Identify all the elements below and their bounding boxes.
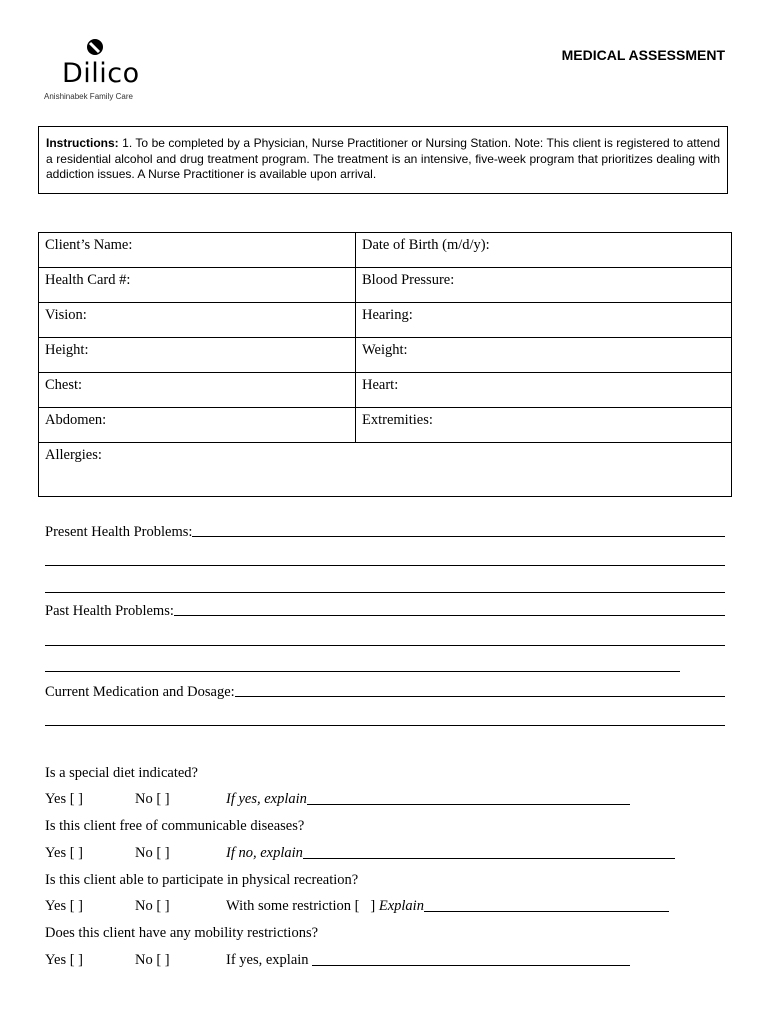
special-diet-explain-label: If yes, explain: [226, 791, 307, 807]
mobility-no-checkbox[interactable]: No [ ]: [135, 952, 170, 968]
past-health-problems-line-3[interactable]: [45, 671, 680, 672]
current-medication-line[interactable]: [235, 695, 725, 697]
recreation-restriction-checkbox[interactable]: With some restriction [ ]: [226, 898, 379, 914]
mobility-yes-checkbox[interactable]: Yes [ ]: [45, 952, 84, 968]
heart-label: Heart:: [362, 377, 399, 393]
vision-field[interactable]: [39, 303, 356, 338]
present-health-problems-line-3[interactable]: [45, 592, 725, 593]
instructions-label: Instructions:: [46, 136, 119, 150]
recreation-explain-label: Explain: [378, 898, 424, 914]
past-health-problems-row[interactable]: [45, 603, 725, 620]
logo-circle-icon: [86, 38, 104, 56]
instructions-text: 1. To be completed by a Physician, Nurse Practitioner or Nursing Station. Note: This client is registered to attend a residential alcohol and drug treatment program. The treatment is an intensive, five-week program that prioritizes dealing with addiction issues. A Nurse Practitioner is available upon arrival.: [46, 136, 720, 181]
dob-label: Date of Birth (m/d/y):: [362, 237, 490, 253]
question-physical-recreation: Is this client able to participate in physical recreation?: [45, 872, 359, 888]
chest-field[interactable]: [39, 373, 356, 408]
current-medication-row[interactable]: [45, 684, 725, 701]
client-name-field[interactable]: [39, 233, 356, 268]
recreation-explain-line[interactable]: [424, 911, 669, 912]
recreation-yes-checkbox[interactable]: Yes [ ]: [45, 898, 84, 914]
recreation-no-checkbox[interactable]: No [ ]: [135, 898, 170, 914]
blood-pressure-field[interactable]: [356, 268, 732, 303]
health-card-label: Health Card #:: [45, 272, 131, 288]
present-health-problems-line-2[interactable]: [45, 565, 725, 566]
extremities-field[interactable]: [356, 408, 732, 443]
client-name-label: Client’s Name:: [45, 237, 133, 253]
dob-field[interactable]: [356, 233, 732, 268]
special-diet-no-checkbox[interactable]: No [ ]: [135, 791, 170, 807]
vision-label: Vision:: [45, 307, 87, 323]
height-field[interactable]: [39, 338, 356, 373]
blood-pressure-label: Blood Pressure:: [362, 272, 455, 288]
abdomen-label: Abdomen:: [45, 412, 107, 428]
hearing-field[interactable]: [356, 303, 732, 338]
weight-label: Weight:: [362, 342, 408, 358]
present-health-problems-label: Present Health Problems:: [45, 524, 193, 540]
question-special-diet: Is a special diet indicated?: [45, 765, 198, 781]
client-info-table: [38, 232, 732, 497]
logo-subtitle: Anishinabek Family Care: [44, 92, 133, 101]
past-health-problems-label: Past Health Problems:: [45, 603, 174, 619]
past-health-problems-line[interactable]: [174, 614, 725, 616]
present-health-problems-line[interactable]: [192, 535, 725, 537]
extremities-label: Extremities:: [362, 412, 433, 428]
abdomen-field[interactable]: [39, 408, 356, 443]
document-title: MEDICAL ASSESSMENT: [561, 47, 725, 63]
past-health-problems-line-2[interactable]: [45, 645, 725, 646]
mobility-explain-label: If yes, explain: [226, 952, 313, 968]
height-label: Height:: [45, 342, 89, 358]
weight-field[interactable]: [356, 338, 732, 373]
communicable-yes-checkbox[interactable]: Yes [ ]: [45, 845, 84, 861]
allergies-field[interactable]: [39, 443, 732, 497]
question-communicable-diseases: Is this client free of communicable diseases?: [45, 818, 305, 834]
mobility-explain-line[interactable]: [312, 965, 630, 966]
hearing-label: Hearing:: [362, 307, 413, 323]
dilico-logo: [40, 36, 170, 106]
heart-field[interactable]: [356, 373, 732, 408]
communicable-no-checkbox[interactable]: No [ ]: [135, 845, 170, 861]
question-mobility-restrictions: Does this client have any mobility restrictions?: [45, 925, 319, 941]
special-diet-explain-line[interactable]: [307, 804, 630, 805]
current-medication-label: Current Medication and Dosage:: [45, 684, 235, 700]
current-medication-line-2[interactable]: [45, 725, 725, 726]
chest-label: Chest:: [45, 377, 83, 393]
special-diet-yes-checkbox[interactable]: Yes [ ]: [45, 791, 84, 807]
health-card-field[interactable]: [39, 268, 356, 303]
communicable-explain-label: If no, explain: [226, 845, 303, 861]
present-health-problems-row[interactable]: [45, 524, 725, 541]
allergies-label: Allergies:: [45, 447, 102, 463]
communicable-explain-line[interactable]: [303, 858, 675, 859]
instructions-box: [38, 126, 728, 194]
logo-word: Dilico: [62, 58, 140, 89]
